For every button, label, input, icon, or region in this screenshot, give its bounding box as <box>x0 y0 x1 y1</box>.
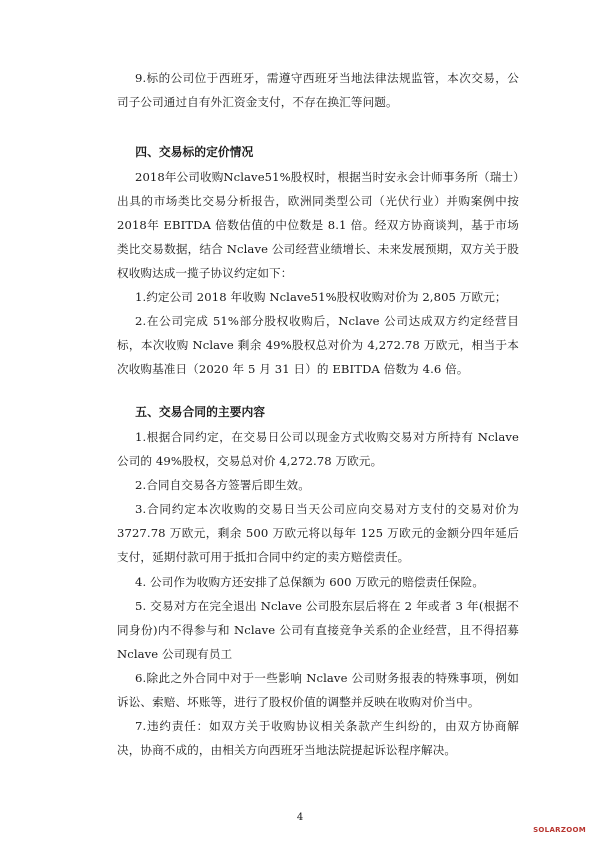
paragraph-contract-item-6: 6.除此之外合同中对于一些影响 Nclave 公司财务报表的特殊事项，例如诉讼、索赔、坏账等，进行了股权价值的调整并反映在收购对价当中。 <box>117 671 519 709</box>
paragraph-pricing-item-1: 1.约定公司 2018 年收购 Nclave51%股权收购对价为 2,805 万欧元； <box>134 290 507 304</box>
paragraph-contract-item-2: 2.合同自交易各方签署后即生效。 <box>134 478 310 492</box>
paragraph-contract-item-4: 4. 公司作为收购方还安排了总保额为 600 万欧元的赔偿责任保险。 <box>134 575 485 589</box>
paragraph-contract-item-7: 7.违约责任：如双方关于收购协议相关条款产生纠纷的，由双方协商解决，协商不成的，由相关方向西班牙当地法院提起诉讼程序解决。 <box>117 719 519 757</box>
section-heading-contract: 五、交易合同的主要内容 <box>135 405 266 419</box>
paragraph-contract-item-5: 5. 交易对方在完全退出 Nclave 公司股东层后将在 2 年或者 3 年(根据不同身份)内不得参与和 Nclave 公司有直接竞争关系的企业经营，且不得招募 Nclave 公司现有员工 <box>117 599 519 661</box>
paragraph-contract-item-3: 3.合同约定本次收购的交易日当天公司应向交易对方支付的交易对价为 3727.78 万欧元，剩余 500 万欧元将以每年 125 万欧元的金额分四年延后支付，延期付款可用于抵扣合同中约定的卖方赔偿责任。 <box>117 502 519 564</box>
paragraph-pricing-item-2: 2.在公司完成 51%部分股权收购后，Nclave 公司达成双方约定经营目标，本次收购 Nclave 剩余 49%股权总对价为 4,272.78 万欧元，相当于本次收购基准日（2020 年 5 月 31 日）的 EBITDA 倍数为 4.6 倍。 <box>117 314 519 376</box>
paragraph-contract-item-1: 1.根据合同约定，在交易日公司以现金方式收购交易对方所持有 Nclave 公司的 49%股权，交易总对价 4,272.78 万欧元。 <box>117 430 519 468</box>
paragraph-item-9: 9.标的公司位于西班牙，需遵守西班牙当地法律法规监管，本次交易，公司子公司通过自有外汇资金支付，不存在换汇等问题。 <box>117 71 519 109</box>
watermark-logo: SOLARZOOM <box>533 826 586 834</box>
section-heading-pricing: 四、交易标的定价情况 <box>135 145 254 159</box>
paragraph-pricing-intro: 2018年公司收购Nclave51%股权时，根据当时安永会计师事务所（瑞士）出具的市场类比交易分析报告，欧洲同类型公司（光伏行业）并购案例中按 2018年 EBITDA 倍数估值的中位数是 8.1 倍。经双方协商谈判，基于市场类比交易数据，结合 Nclave 公司经营业绩增长、未来发展预期，双方关于股权收购达成一揽子协议约定如下： <box>117 170 519 280</box>
page-number: 4 <box>296 812 304 823</box>
